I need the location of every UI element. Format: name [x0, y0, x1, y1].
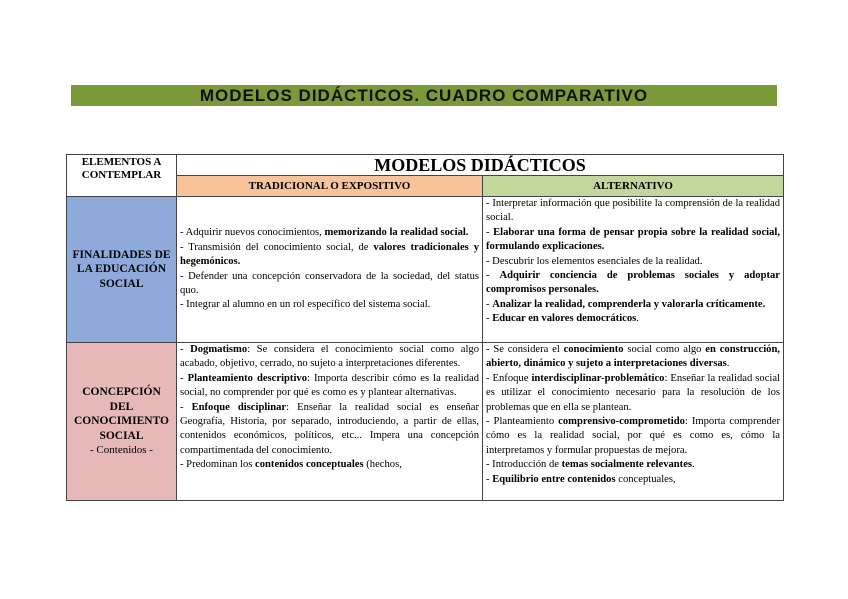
text: -	[180, 372, 188, 384]
cell-concepcion-alternative	[483, 343, 784, 501]
text: : Importa comprender cómo es la realidad social, por qué es como es, cómo la interpretamos y formular propuestas de mejora.	[486, 416, 781, 456]
list-item	[486, 343, 780, 372]
text: : Enseñar la realidad social es enseñar Geografía, Historia, por separado, introduciendo, a partir de ellas, contenidos económicos, políticos, etc... Impera una concepción compartimentada del conocimiento.	[180, 401, 479, 456]
text: (hechos,	[363, 459, 402, 471]
page-title: MODELOS DIDÁCTICOS. CUADRO COMPARATIVO	[199, 85, 649, 105]
cell-concepcion-traditional	[177, 343, 483, 501]
list-item	[180, 372, 479, 401]
text: -	[486, 298, 493, 310]
bold-text: Adquirir conciencia de problemas sociales y adoptar compromisos personales.	[486, 270, 781, 296]
list-item	[180, 298, 479, 312]
text: -	[486, 270, 500, 282]
bold-text: Elaborar una forma de pensar propia sobre la realidad social, formulando explicaciones.	[486, 226, 781, 253]
list-item	[486, 312, 780, 326]
bold-text: Equilibrio entre contenidos	[492, 473, 616, 485]
text: .	[636, 313, 639, 325]
text: - Planteamiento	[486, 416, 559, 428]
text: .	[692, 459, 695, 471]
text: - Adquirir nuevos conocimientos,	[180, 227, 325, 239]
row-label-concepcion	[67, 343, 177, 501]
text: -	[180, 344, 191, 355]
text: - Introducción de	[486, 459, 562, 471]
bold-text: temas socialmente relevantes	[561, 459, 693, 471]
text: - Enfoque	[486, 372, 532, 384]
row-label-finalidades: FINALIDADES DE LA EDUCACIÓN SOCIAL	[67, 197, 177, 343]
list-item	[486, 298, 780, 312]
text: - Defender una concepción conservadora de la sociedad, del status quo.	[180, 270, 479, 296]
list-item	[486, 415, 780, 458]
row-label-concepcion-title: CONCEPCIÓN DEL CONOCIMIENTO SOCIAL	[74, 386, 169, 442]
text: - Descubrir los elementos esenciales de la realidad.	[486, 255, 703, 267]
text: - Integrar al alumno en un rol específico del sistema social.	[180, 299, 431, 311]
list-item	[486, 372, 780, 415]
text: -	[486, 473, 493, 485]
corner-header: ELEMENTOS A CONTEMPLAR	[67, 155, 177, 197]
text: .	[726, 358, 730, 370]
list-item	[486, 197, 780, 226]
col-header-alternative: ALTERNATIVO	[483, 176, 784, 197]
list-item	[486, 226, 780, 255]
list-item	[486, 473, 780, 487]
bold-text: conocimiento	[563, 344, 624, 355]
bold-text: Planteamiento descriptivo	[187, 372, 307, 384]
comparison-table	[66, 154, 784, 501]
bold-text: Analizar la realidad, comprenderla y valorarla críticamente.	[492, 298, 766, 310]
text: : Se considera el conocimiento social como algo acabado, objetivo, cerrado, no sujeto a interpretaciones diferentes.	[180, 344, 479, 370]
text: -	[486, 226, 494, 238]
cell-finalidades-alternative	[483, 197, 784, 343]
text: : Importa describir cómo es la realidad social, no comprender por qué es como es y plantear alternativas.	[180, 372, 479, 399]
text: : Enseñar la realidad social es utilizar el conocimiento necesario para la resolución de los problemas que en ella se plantean.	[486, 372, 781, 413]
text: - Transmisión del conocimiento social, de	[180, 241, 374, 253]
list-item	[180, 401, 479, 459]
list-item	[180, 241, 479, 270]
text: conceptuales,	[615, 473, 676, 485]
list-item	[180, 343, 479, 372]
bold-text: interdisciplinar-problemático	[531, 372, 665, 384]
text: - Se considera el	[486, 344, 564, 355]
text: -	[180, 401, 192, 413]
list-item	[486, 269, 780, 298]
list-item	[486, 255, 780, 269]
row-label-concepcion-sub: - Contenidos -	[90, 444, 153, 457]
list-item	[180, 270, 479, 299]
list-item	[180, 458, 479, 472]
text: - Predominan los	[180, 459, 256, 471]
cell-finalidades-traditional	[177, 197, 483, 343]
list-item	[180, 226, 479, 240]
bold-text: contenidos conceptuales	[255, 459, 364, 471]
text: social como algo	[623, 344, 706, 355]
text: - Interpretar información que posibilite la comprensión de la realidad social.	[486, 198, 781, 224]
bold-text: comprensivo-comprometido	[558, 416, 685, 428]
text: -	[486, 313, 493, 325]
bold-text: valores tradicionales y hegemónicos.	[180, 241, 479, 268]
title-banner	[71, 85, 777, 106]
bold-text: en construcción, abierto, dinámico y sujeto a interpretaciones diversas	[486, 344, 781, 370]
main-header: MODELOS DIDÁCTICOS	[177, 155, 784, 176]
bold-text: Enfoque disciplinar	[191, 401, 287, 413]
bold-text: Educar en valores democráticos	[492, 313, 637, 325]
bold-text: memorizando la realidad social.	[324, 227, 469, 239]
bold-text: Dogmatismo	[190, 344, 248, 355]
list-item	[486, 458, 780, 472]
col-header-traditional: TRADICIONAL O EXPOSITIVO	[177, 176, 483, 197]
